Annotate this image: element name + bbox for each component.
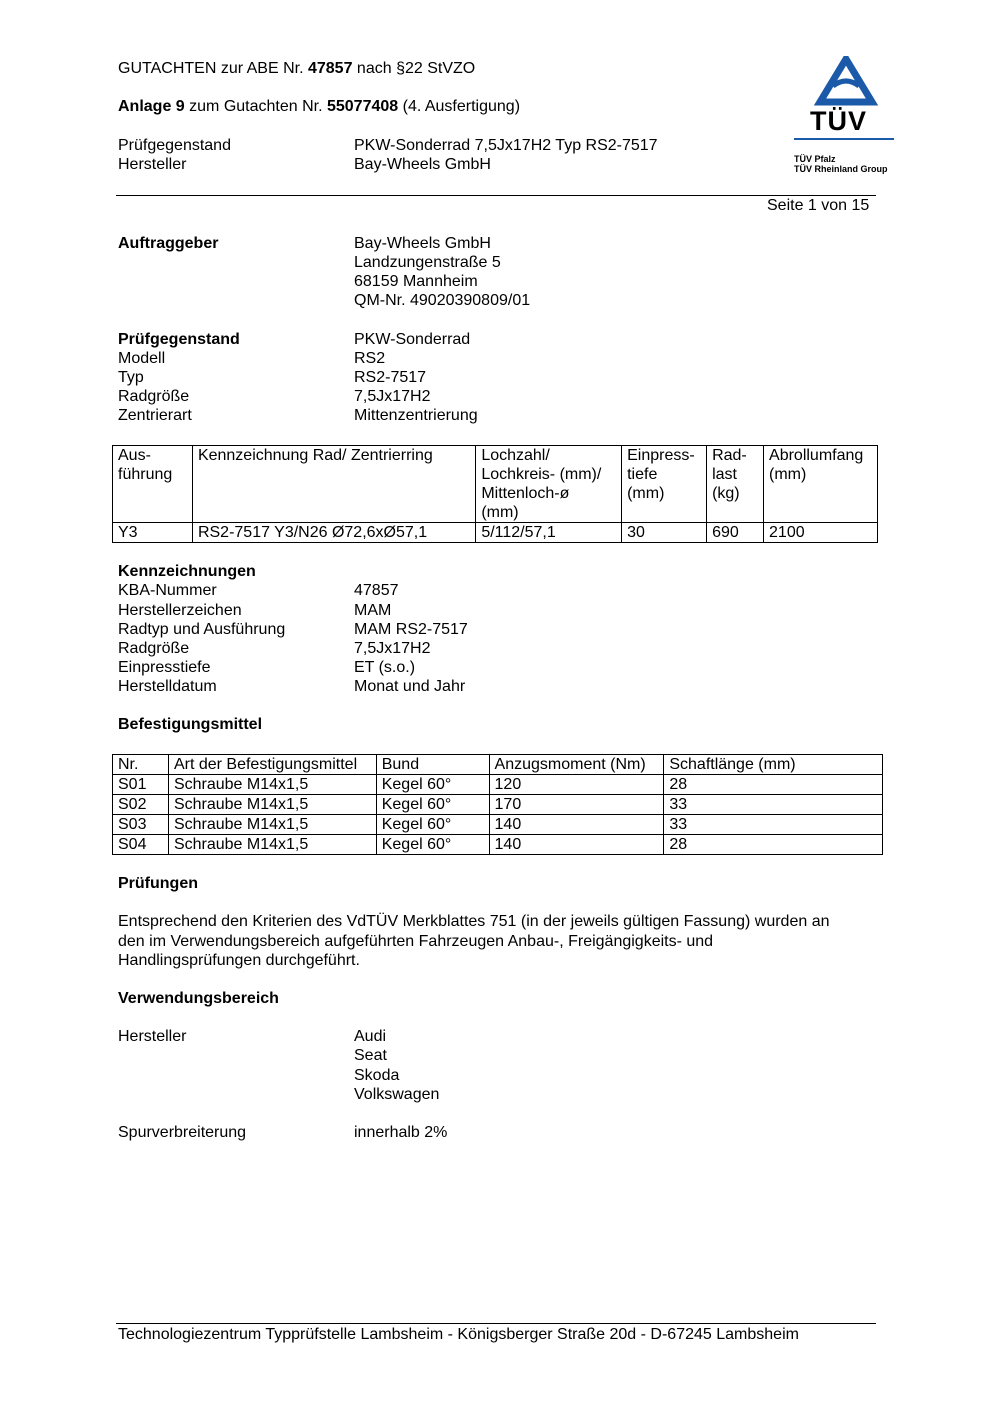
table-row xyxy=(113,815,883,835)
td-radlast: 690 xyxy=(707,523,764,543)
td-nr: S01 xyxy=(113,775,169,795)
td-bund: Kegel 60° xyxy=(376,775,489,795)
kz-label: Herstelldatum xyxy=(118,678,217,695)
kz-label: Radtyp und Ausführung xyxy=(118,621,286,638)
td-art: Schraube M14x1,5 xyxy=(168,815,376,835)
th-ausfuehrung: Aus- führung xyxy=(113,446,193,523)
kz-label: Radgröße xyxy=(118,640,190,657)
td-anzugsmoment: 140 xyxy=(489,815,664,835)
logo-sub1: TÜV Pfalz xyxy=(794,154,836,164)
tuev-triangle-icon xyxy=(794,56,898,110)
tuev-brand: TÜV xyxy=(810,106,867,136)
th-abrollumfang: Abrollumfang (mm) xyxy=(764,446,878,523)
kz-value: MAM xyxy=(354,602,392,619)
typ-value: RS2-7517 xyxy=(354,369,427,386)
td-einpresstiefe: 30 xyxy=(622,523,707,543)
table-header-row xyxy=(113,446,878,523)
td-bund: Kegel 60° xyxy=(376,815,489,835)
pruefungen-text: Handlingsprüfungen durchgeführt. xyxy=(118,952,360,969)
td-art: Schraube M14x1,5 xyxy=(168,775,376,795)
td-schaftlaenge: 28 xyxy=(664,835,883,855)
th-nr: Nr. xyxy=(113,755,169,775)
verwendung-hersteller-item: Volkswagen xyxy=(354,1086,440,1103)
td-schaftlaenge: 33 xyxy=(664,815,883,835)
pg-label: Prüfgegenstand xyxy=(118,331,240,348)
header-pg-value: PKW-Sonderrad 7,5Jx17H2 Typ RS2-7517 xyxy=(354,137,658,154)
kz-label: Einpresstiefe xyxy=(118,659,211,676)
table-row xyxy=(113,795,883,815)
header-hersteller-value: Bay-Wheels GmbH xyxy=(354,156,491,173)
pruefungen-title: Prüfungen xyxy=(118,875,198,892)
td-anzugsmoment: 140 xyxy=(489,835,664,855)
td-art: Schraube M14x1,5 xyxy=(168,835,376,855)
befestigung-title: Befestigungsmittel xyxy=(118,716,263,733)
page-number: Seite 1 von 15 xyxy=(767,197,870,214)
td-schaftlaenge: 33 xyxy=(664,795,883,815)
pruefungen-text: den im Verwendungsbereich aufgeführten Fahrzeugen Anbau-, Freigängigkeits- und xyxy=(118,933,714,950)
zentrierart-label: Zentrierart xyxy=(118,407,192,424)
logo-sub2: TÜV Rheinland Group xyxy=(794,164,888,174)
footer-text: Technologiezentrum Typprüfstelle Lambsheim - Königsberger Straße 20d - D-67245 Lambsheim xyxy=(118,1326,799,1343)
auftraggeber-line: QM-Nr. 49020390809/01 xyxy=(354,292,531,309)
td-ausfuehrung: Y3 xyxy=(113,523,193,543)
verwendung-hersteller-label: Hersteller xyxy=(118,1028,187,1045)
kz-value: MAM RS2-7517 xyxy=(354,621,468,638)
zentrierart-value: Mittenzentrierung xyxy=(354,407,478,424)
kz-value: Monat und Jahr xyxy=(354,678,466,695)
verwendung-hersteller-item: Skoda xyxy=(354,1067,400,1084)
kz-label: KBA-Nummer xyxy=(118,582,217,599)
typ-label: Typ xyxy=(118,369,144,386)
td-nr: S03 xyxy=(113,815,169,835)
auftraggeber-line: 68159 Mannheim xyxy=(354,273,478,290)
td-bund: Kegel 60° xyxy=(376,835,489,855)
modell-label: Modell xyxy=(118,350,166,367)
td-art: Schraube M14x1,5 xyxy=(168,795,376,815)
td-kennzeichnung: RS2-7517 Y3/N26 Ø72,6xØ57,1 xyxy=(192,523,475,543)
td-bund: Kegel 60° xyxy=(376,795,489,815)
header-pg-label: Prüfgegenstand xyxy=(118,137,231,154)
td-lochzahl: 5/112/57,1 xyxy=(476,523,622,543)
td-anzugsmoment: 170 xyxy=(489,795,664,815)
verwendung-hersteller-item: Audi xyxy=(354,1028,387,1045)
td-schaftlaenge: 28 xyxy=(664,775,883,795)
header-hersteller-label: Hersteller xyxy=(118,156,187,173)
kennzeichnungen-title: Kennzeichnungen xyxy=(118,563,256,580)
td-anzugsmoment: 120 xyxy=(489,775,664,795)
spur-value: innerhalb 2% xyxy=(354,1124,448,1141)
radgroesse-value: 7,5Jx17H2 xyxy=(354,388,431,405)
modell-value: RS2 xyxy=(354,350,386,367)
td-abrollumfang: 2100 xyxy=(764,523,878,543)
th-art: Art der Befestigungsmittel xyxy=(168,755,376,775)
th-kennzeichnung: Kennzeichnung Rad/ Zentrierring xyxy=(192,446,475,523)
auftraggeber-line: Landzungenstraße 5 xyxy=(354,254,501,271)
header-subtitle: Anlage 9 zum Gutachten Nr. 55077408 (4. Ausfertigung) xyxy=(118,98,521,115)
header-title: GUTACHTEN zur ABE Nr. 47857 nach §22 StVZO xyxy=(118,60,476,77)
wheel-table xyxy=(112,445,878,543)
auftraggeber-line: Bay-Wheels GmbH xyxy=(354,235,491,252)
spur-label: Spurverbreiterung xyxy=(118,1124,247,1141)
kz-value: 47857 xyxy=(354,582,399,599)
table-row xyxy=(113,523,878,543)
table-row xyxy=(113,835,883,855)
logo-rule xyxy=(794,138,894,140)
pg-value: PKW-Sonderrad xyxy=(354,331,471,348)
kz-value: ET (s.o.) xyxy=(354,659,416,676)
th-radlast: Rad- last (kg) xyxy=(707,446,764,523)
kz-value: 7,5Jx17H2 xyxy=(354,640,431,657)
td-nr: S02 xyxy=(113,795,169,815)
auftraggeber-label: Auftraggeber xyxy=(118,235,219,252)
th-einpresstiefe: Einpress- tiefe (mm) xyxy=(622,446,707,523)
verwendung-title: Verwendungsbereich xyxy=(118,990,279,1007)
befestigung-table xyxy=(112,754,883,855)
th-anzugsmoment: Anzugsmoment (Nm) xyxy=(489,755,664,775)
th-bund: Bund xyxy=(376,755,489,775)
th-lochzahl: Lochzahl/ Lochkreis- (mm)/ Mittenloch-ø (mm) xyxy=(476,446,622,523)
table-header-row xyxy=(113,755,883,775)
td-nr: S04 xyxy=(113,835,169,855)
table-row xyxy=(113,775,883,795)
verwendung-hersteller-item: Seat xyxy=(354,1047,387,1064)
footer-rule xyxy=(116,1323,876,1324)
radgroesse-label: Radgröße xyxy=(118,388,190,405)
pruefungen-text: Entsprechend den Kriterien des VdTÜV Merkblattes 751 (in der jeweils gültigen Fassung) wurden an xyxy=(118,913,830,930)
kz-label: Herstellerzeichen xyxy=(118,602,242,619)
tuev-logo xyxy=(794,56,898,178)
th-schaftlaenge: Schaftlänge (mm) xyxy=(664,755,883,775)
header-rule xyxy=(116,195,876,196)
